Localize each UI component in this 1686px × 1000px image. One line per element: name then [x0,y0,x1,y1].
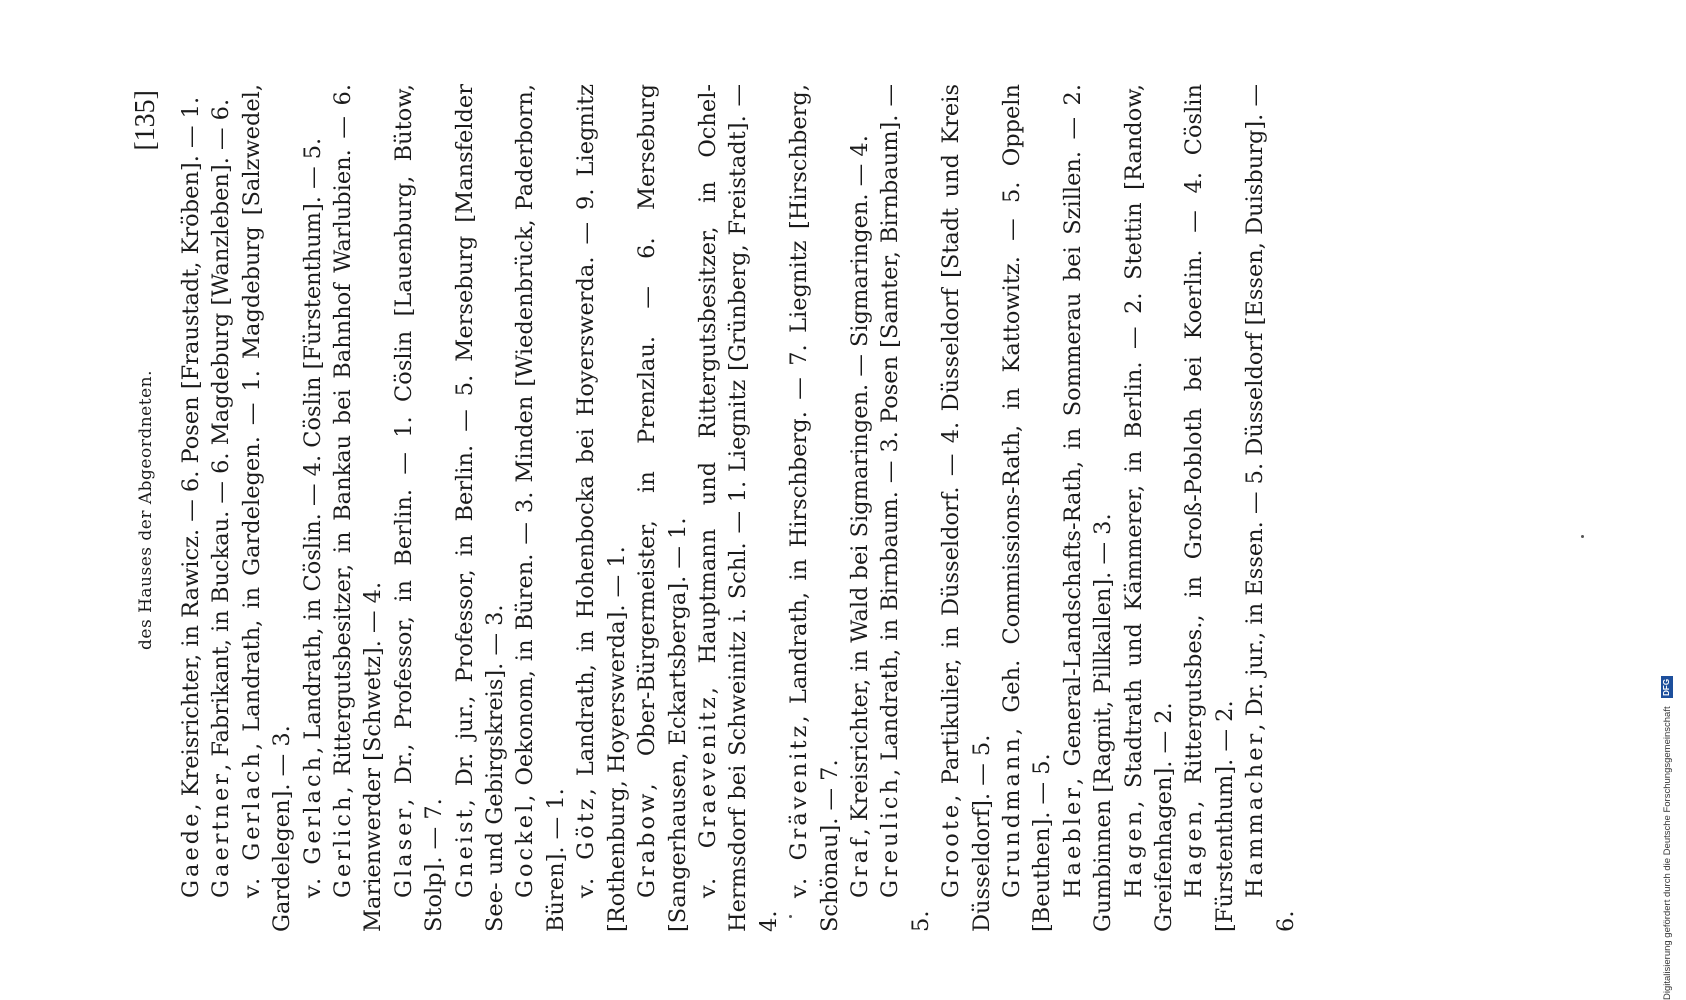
entry [571,84,632,932]
entry-name: Grundmann [998,735,1025,898]
page-number: [135] [130,90,161,151]
entry-text: , Rittergutsbes., in Groß-Pobloth bei Koerlin. — 4. Cöslin [Fürstenthum]. — 2. [1181,84,1238,932]
dfg-logo: DFG [1661,676,1673,698]
entry-text: , Landrath, in Cöslin. — 4. Cöslin [Fürstenthum]. — 5. [299,137,326,754]
entry [510,84,571,932]
entry-name: v. Gerlach [299,753,326,898]
entry [632,84,693,932]
scan-speck [1581,535,1584,538]
running-title: des Hauses der Abgeordneten. [136,370,156,650]
entry [845,84,875,932]
digitization-credit [1652,0,1682,1000]
entry [206,84,236,932]
entry-name: Hagen [1181,807,1208,898]
entry [936,84,997,932]
entry-text: , Dr. jur., Professor, in Berlin. — 5. Merseburg [Mansfelder See- und Gebirgskreis]. — 3. [451,84,509,932]
entry-text: , Landrath, in Gardelegen. — 1. Magdeburg [Salzwedel, Gardelegen]. — 3. [238,83,296,932]
entry-name: Glaser [390,805,417,898]
entry-name: v. Götz [573,795,600,898]
entry-text: , Rittergutsbesitzer, in Bankau bei Bahnhof Warlubien. — 6. Marienwerder [Schwetz]. — 4. [330,84,387,932]
entry [1179,84,1240,932]
page-header [130,80,176,940]
entry-text: , Dr. jur., in Essen. — 5. Düsseldorf [Essen, Duisburg]. — 6. [1242,84,1299,932]
entry [1119,84,1180,932]
entry-text: , Landrath, in Hirschberg. — 7. Liegnitz [Hirschberg, Schönau]. — 7. [786,84,843,932]
entry-list [176,80,1301,940]
scanned-page [130,80,1520,940]
entry [237,84,298,932]
entry-text: , Partikulier, in Düsseldorf. — 4. Düsseldorf [Stadt und Kreis Düsseldorf]. — 5. [938,84,995,932]
entry-name: Groote [938,801,965,898]
entry-text: , Fabrikant, in Buckau. — 6. Magdeburg [Wanzleben]. — 6. [208,98,235,771]
entry [1240,84,1301,932]
entry [328,84,389,932]
entry-name: Grabow [634,790,661,898]
entry-text: , Kreisrichter, in Wald bei Sigmaringen. — Sigmaringen. — 4. [846,135,873,836]
entry-name: Gneist [451,806,478,898]
entry [1058,84,1119,932]
entry [298,84,328,932]
entry-name: v. Gerlach [238,749,265,898]
entry [875,84,936,932]
entry [450,84,511,932]
entry-text: , Landrath, in Hohenbocka bei Hoyerswerda. — 9. Liegnitz [Rothenburg, Hoyerswerda]. — 1. [573,84,630,932]
entry-name: Gaede [178,810,204,898]
entry [693,84,784,932]
entry [389,84,450,932]
entry-name: Graf [846,835,873,898]
entry-name: v. Grävenitz [786,722,813,898]
entry-name: v. Graevenitz [694,694,721,898]
entry-text: , Kreisrichter, in Rawicz. — 6. Posen [Fraustadt, Kröben]. — 1. [178,96,204,811]
entry-text: , Ober-Bürgermeister, in Prenzlau. — 6. Merseburg [Sangerhausen, Eckartsberga]. — 1. [634,84,691,932]
entry-text: , Stadtrath und Kämmerer, in Berlin. — 2. Stettin [Randow, Greifenhagen]. — 2. [1120,84,1177,932]
entry [784,84,845,932]
entry-name: Hagen [1120,807,1147,898]
entry-text: , Dr., Professor, in Berlin. — 1. Cöslin [Lauenburg, Bütow, Stolp]. — 7. [390,84,448,932]
entry-name: Haebler [1059,784,1086,898]
scan-speck [789,915,792,918]
entry-text: , Hauptmann und Rittergutsbesitzer, in Ochel-Hermsdorf bei Schweinitz i. Schl. — 1. Liegnitz [Grünberg, Freistadt]. — 4. [694,84,782,932]
entry-text: , Landrath, in Birnbaum. — 3. Posen [Samter, Birnbaum]. — 5. [877,84,934,932]
entry [176,84,206,932]
credit-text: Digitalisierung gefördert durch die Deutsche Forschungsgemeinschaft [1661,706,1673,1000]
entry [997,84,1058,932]
entry-name: Greulich [877,775,904,898]
entry-name: Hammacher [1242,730,1269,898]
entry-name: Gockel [512,801,539,898]
entry-name: Gerlich [330,793,357,898]
entry-text: , Geh. Commissions-Rath, in Kattowitz. — 5. Oppeln [Beuthen]. — 5. [998,84,1056,932]
entry-text: , General-Landschafts-Rath, in Sommerau bei Szillen. — 2. Gumbinnen [Ragnit, Pillkallen]. — 3. [1059,84,1117,932]
entry-text: , Oekonom, in Büren. — 3. Minden [Wiedenbrück, Paderborn, Büren]. — 1. [512,84,569,932]
entry-name: Gaertner [208,770,235,898]
